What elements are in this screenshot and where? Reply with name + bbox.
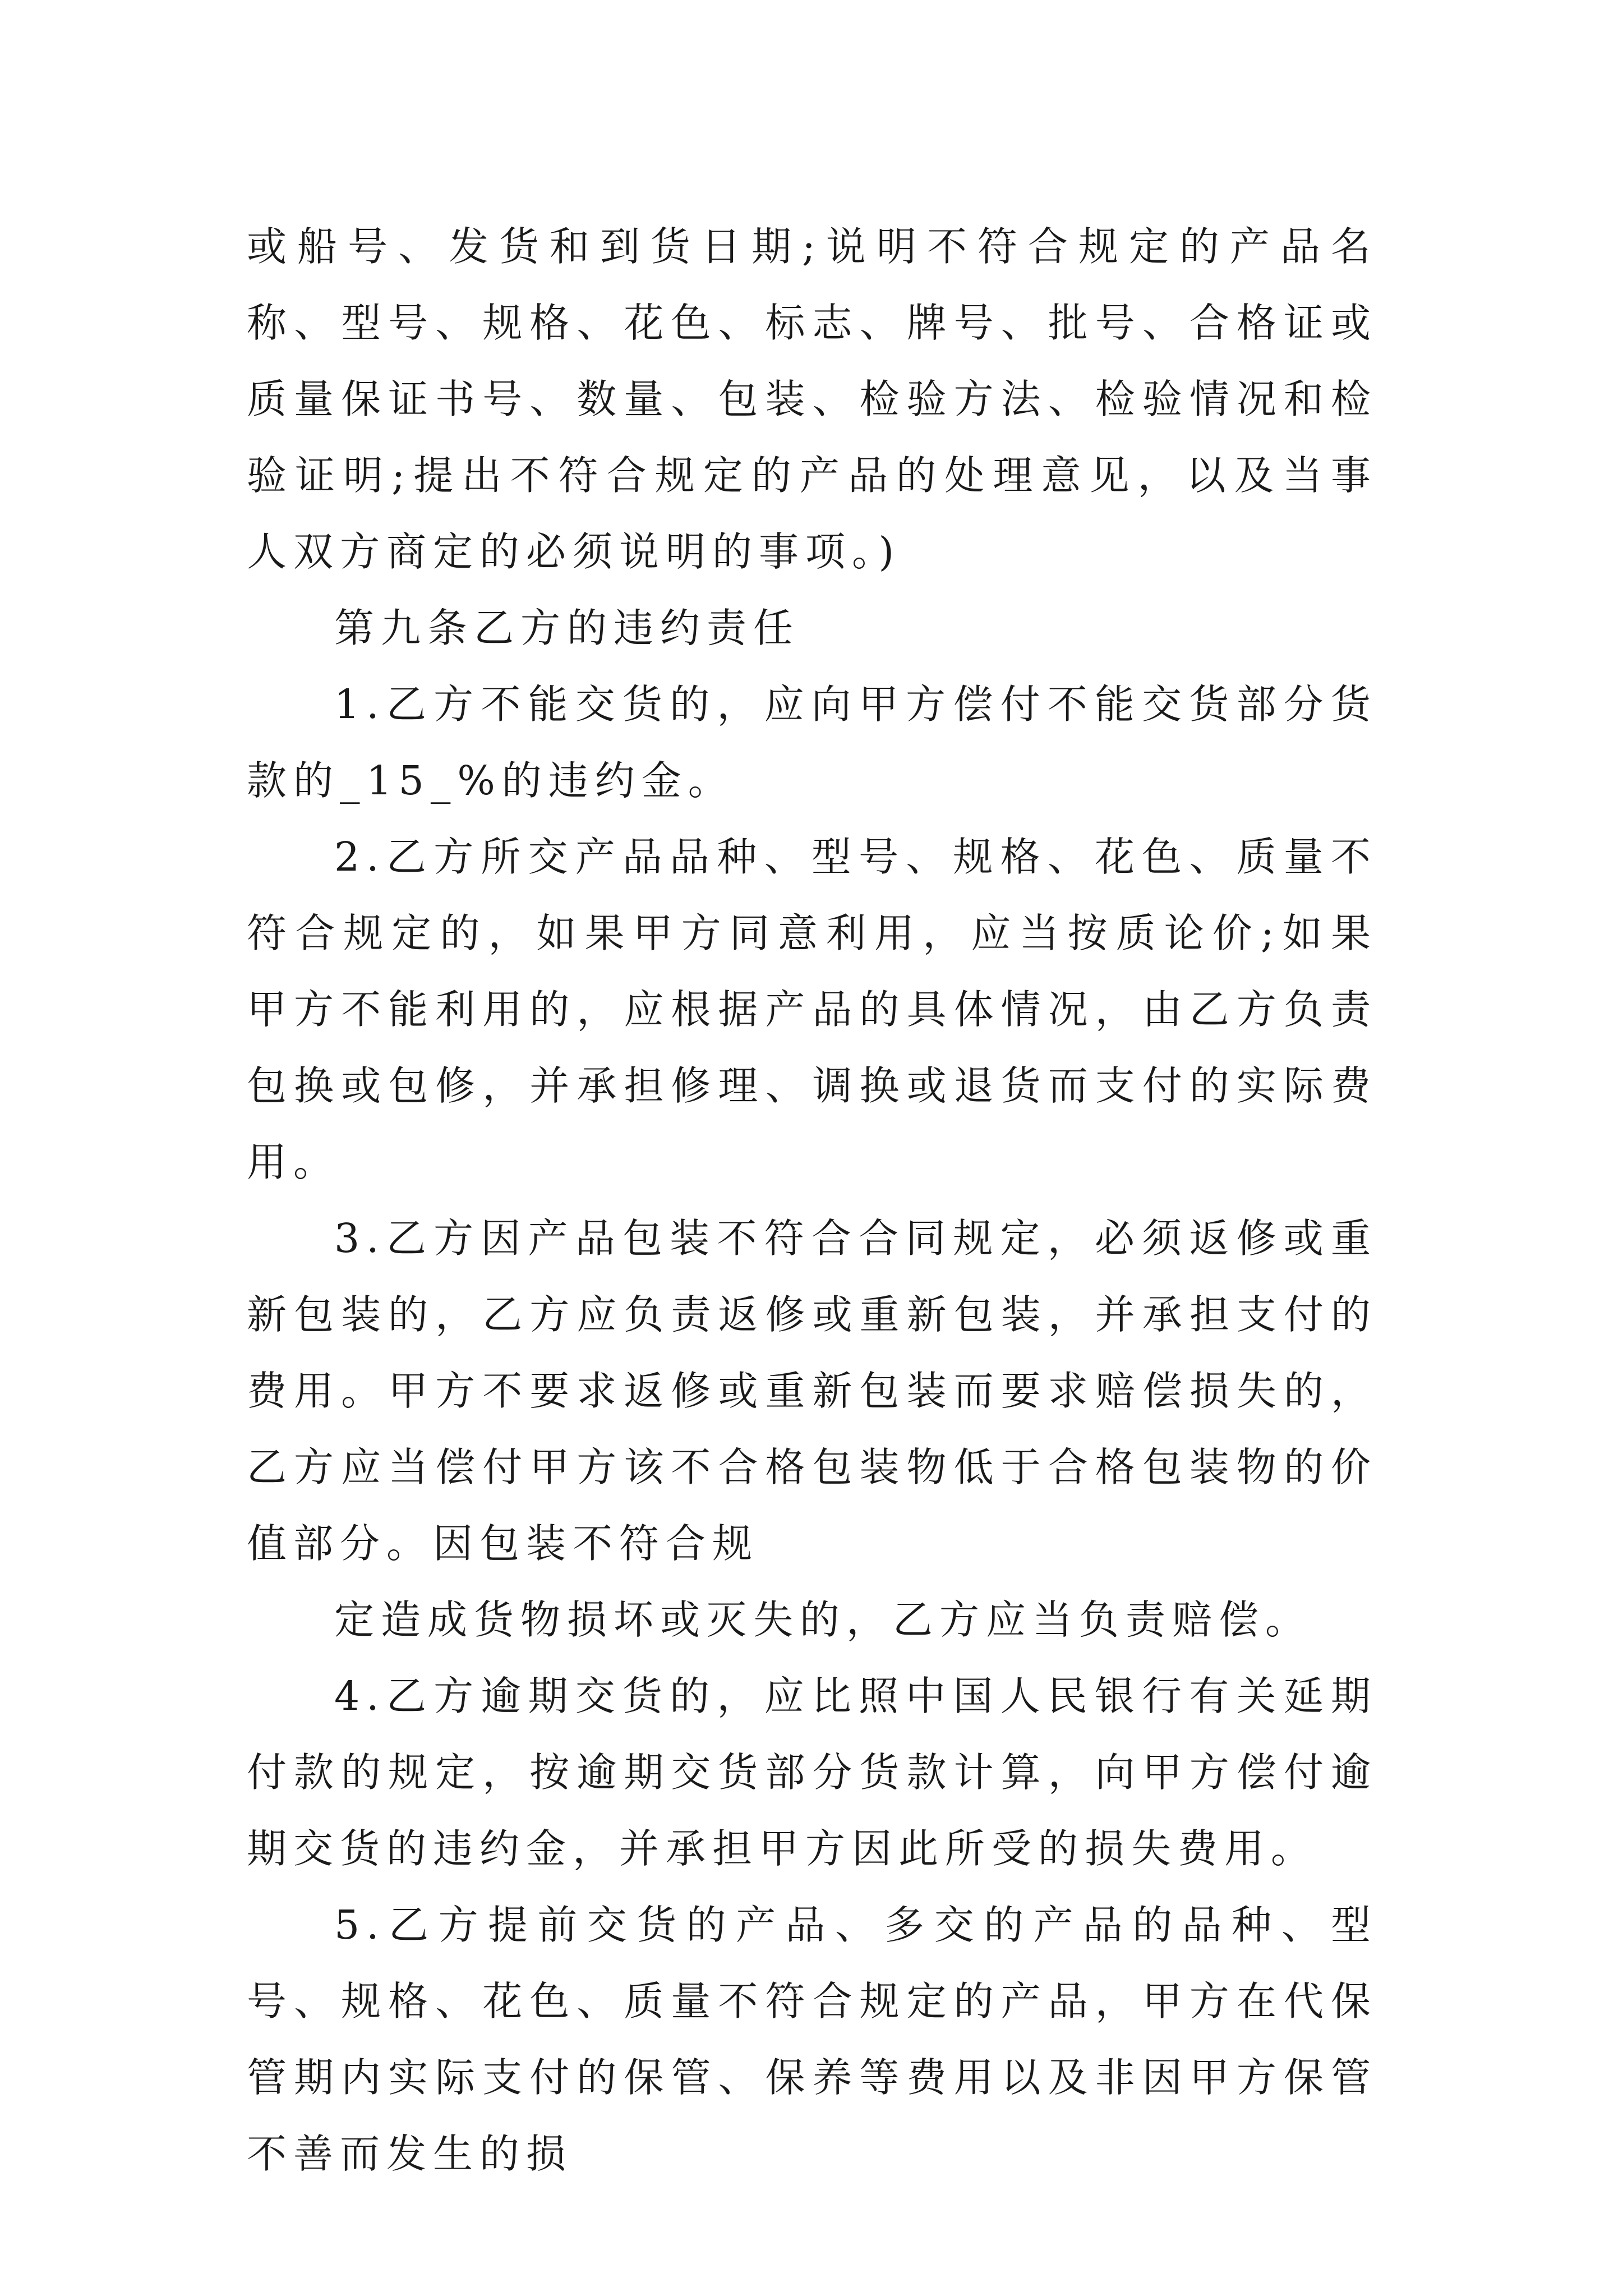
paragraph-continuation: 或船号、发货和到货日期;说明不符合规定的产品名称、型号、规格、花色、标志、牌号、批号、合格证或质量保证书号、数量、包装、检验方法、检验情况和检验证明;提出不符合规定的产品的处理意见，以及当事人双方商定的必须说明的事项。) (247, 223, 1377, 575)
article-heading: 第九条乙方的违约责任 (334, 605, 800, 651)
clause-2: 2.乙方所交产品品种、型号、规格、花色、质量不符合规定的，如果甲方同意利用，应当按质论价;如果甲方不能利用的，应根据产品的具体情况，由乙方负责包换或包修，并承担修理、调换或退货而支付的实际费用。 (247, 834, 1377, 1185)
clause-3: 3.乙方因产品包装不符合合同规定，必须返修或重新包装的，乙方应负责返修或重新包装，并承担支付的费用。甲方不要求返修或重新包装而要求赔偿损失的，乙方应当偿付甲方该不合格包装物低于合格包装物的价值部分。因包装不符合规 (247, 1215, 1377, 1567)
document-body (247, 209, 1377, 2192)
clause-4: 4.乙方逾期交货的，应比照中国人民银行有关延期付款的规定，按逾期交货部分货款计算，向甲方偿付逾期交货的违约金，并承担甲方因此所受的损失费用。 (247, 1673, 1377, 1872)
clause-5: 5.乙方提前交货的产品、多交的产品的品种、型号、规格、花色、质量不符合规定的产品，甲方在代保管期内实际支付的保管、保养等费用以及非因甲方保管不善而发生的损 (247, 1902, 1377, 2177)
clause-1: 1.乙方不能交货的，应向甲方偿付不能交货部分货款的_15_%的违约金。 (247, 681, 1377, 804)
clause-3-continuation: 定造成货物损坏或灭失的，乙方应当负责赔偿。 (334, 1596, 1312, 1643)
